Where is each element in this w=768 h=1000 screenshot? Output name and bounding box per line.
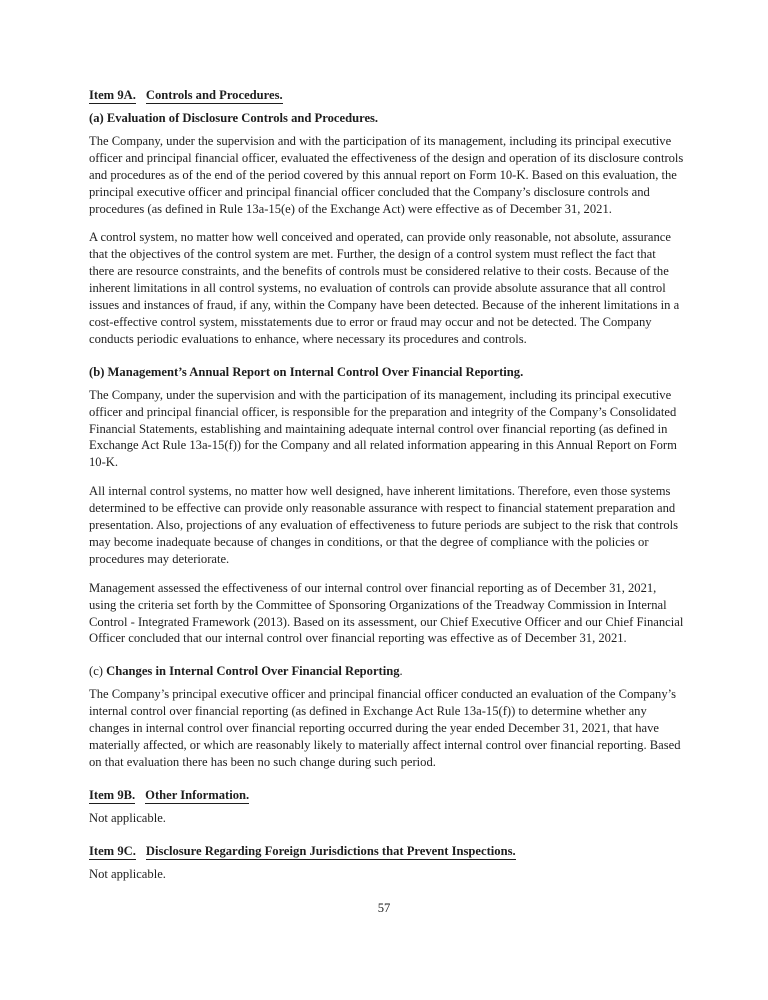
section-c-prefix: (c) [89, 664, 107, 679]
item-9b-title: Other Information. [145, 787, 250, 802]
section-b-paragraph-2: All internal control systems, no matter how well designed, have inherent limitations. Therefore, even those systems determined to be effective can provide only reasonable assurance with respect to financial statement preparation and presentation. Also, projections of any evaluation of effectiveness to future periods are subject to the risk that controls may become inadequate because of changes in conditions, or that the degree of compliance with the policies or procedures may deteriorate. [89, 484, 679, 566]
section-b-heading: (b) Management’s Annual Report on Internal Control Over Financial Reporting. [89, 364, 524, 379]
page-number: 57 [377, 901, 391, 915]
section-c-title: Changes in Internal Control Over Financial Reporting [106, 664, 400, 679]
item-9b-body: Not applicable. [89, 810, 166, 825]
section-b-paragraph-3: Management assessed the effectiveness of our internal control over financial reporting as of December 31, 2021, using the criteria set forth by the Committee of Sponsoring Organizations of the Treadway Commission in Internal Control - Integrated Framework (2013). Based on its assessment, our Chief Executive Officer and our Chief Financial Officer concluded that our internal control over financial reporting was effective as of December 31, 2021. [89, 580, 684, 646]
item-9b-number: Item 9B. [89, 787, 136, 802]
section-c-heading [89, 663, 684, 680]
item-9a-number: Item 9A. [89, 88, 136, 102]
item-9b-heading [89, 787, 684, 804]
item-9a-title: Controls and Procedures. [145, 88, 283, 102]
section-a-paragraph-2: A control system, no matter how well conceived and operated, can provide only reasonable, not absolute, assurance that the objectives of the control system are met. Further, the design of a control system must reflect the fact that there are resource constraints, and the benefits of controls must be considered relative to their costs. Because of the inherent limitations in all control systems, no evaluation of controls can provide absolute assurance that all control issues and instances of fraud, if any, within the Company have been detected. Because of the inherent limitations in a cost-effective control system, misstatements due to error or fraud may occur and not be detected. The Company conducts periodic evaluations to enhance, where necessary its procedures and controls. [89, 230, 680, 346]
item-9a-heading [89, 87, 684, 104]
item-9c-heading [89, 843, 684, 860]
section-a-paragraph-1: The Company, under the supervision and with the participation of its management, including its principal executive officer and principal financial officer, evaluated the effectiveness of the design and operation of its disclosure controls and procedures as of the end of the period covered by this annual report on Form 10-K. Based on this evaluation, the principal executive officer and principal financial officer concluded that the Company’s disclosure controls and procedures (as defined in Rule 13a-15(e) of the Exchange Act) were effective as of December 31, 2021. [89, 133, 684, 216]
document-page [89, 87, 684, 895]
section-c-suffix: . [399, 664, 403, 679]
section-b-paragraph-1: The Company, under the supervision and with the participation of its management, including its principal executive officer and principal financial officer, is responsible for the preparation and integrity of the Company’s Consolidated Financial Statements, establishing and maintaining adequate internal control over financial reporting (as defined in Exchange Act Rule 13a-15(f)) for the Company and all related information appearing in this Annual Report on Form 10-K. [89, 387, 677, 470]
section-c-paragraph-1: The Company’s principal executive officer and principal financial officer conducted an evaluation of the Company’s internal control over financial reporting (as defined in Exchange Act Rule 13a-15(f)) to determine whether any changes in internal control over financial reporting occurred during the year ended December 31, 2021, that have materially affected, or which are reasonably likely to materially affect internal control over financial reporting. Based on that evaluation there has been no such change during such period. [89, 687, 681, 769]
item-9c-body: Not applicable. [89, 866, 166, 881]
item-9c-number: Item 9C. [89, 843, 136, 858]
section-a-heading: (a) Evaluation of Disclosure Controls and Procedures. [89, 111, 379, 125]
item-9c-title: Disclosure Regarding Foreign Jurisdictions that Prevent Inspections. [145, 843, 516, 858]
